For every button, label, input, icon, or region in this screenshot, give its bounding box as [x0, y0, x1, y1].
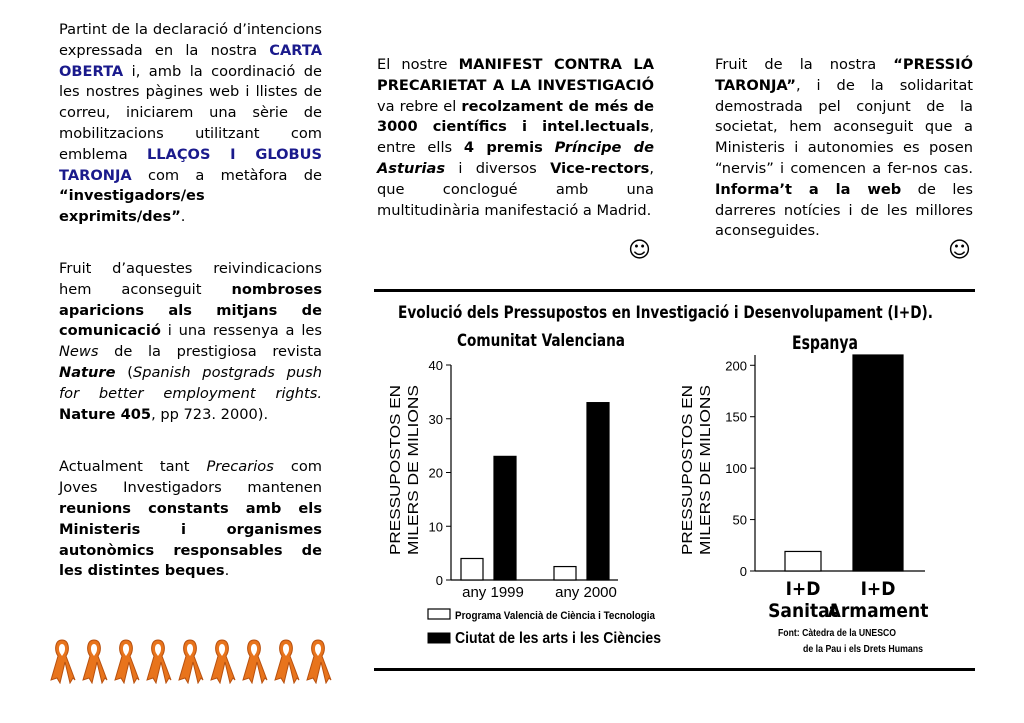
- chart2-subtitle: Espanya: [792, 332, 858, 354]
- chart2-category-label: I+D: [860, 578, 896, 600]
- paragraph-manifest: El nostre MANIFEST CONTRA LA PRECARIETAT A LA INVESTIGACIÓ va rebre el recolzament de més de 3000 científics i intel.lectuals, entre ells 4 premis Príncipe de Asturias i diversos Vice-rectors, que conclogué amb una multitudinària manifestació a Madrid.: [377, 56, 655, 219]
- chart2-category-label: Armament: [827, 600, 929, 622]
- chart2-bar: [853, 355, 903, 571]
- chart2-bar: [785, 551, 821, 571]
- chart-main-title: Evolució dels Pressupostos en Investigació i Desenvolupament (I+D).: [398, 303, 933, 323]
- chart2-tick-label: 100: [725, 461, 747, 477]
- chart1-ylabel-line2: MILERS DE MILIONS: [405, 408, 422, 555]
- chart2-ylabel-line1: PRESSUPOSTOS EN: [679, 406, 696, 555]
- paragraph-media: Fruit d’aquestes reivindicacions hem aconseguit nombroses aparicions als mitjans de comunicació i una ressenya a les News de la prestigiosa revista Nature (Spanish postgrads push for better employment rights. Nature 405, pp 723. 2000).: [59, 259, 322, 423]
- legend-label-programa: Programa Valencià de Ciència i Tecnologia: [455, 610, 656, 622]
- chart1-bar: [587, 403, 609, 580]
- chart2-source-line1: Font: Càtedra de la UNESCO: [778, 628, 897, 639]
- chart1-bar: [554, 567, 576, 580]
- chart1-category-label: any 2000: [555, 584, 617, 601]
- smiley-icon: ☺: [628, 238, 651, 263]
- chart1-bar: [494, 456, 516, 580]
- chart2-category-label: I+D: [785, 578, 821, 600]
- smiley-icon: ☺: [948, 238, 971, 263]
- chart1-category-label: any 1999: [462, 584, 524, 601]
- chart2-source-line2: de la Pau i els Drets Humans: [803, 644, 924, 655]
- chart2-tick-label: 0: [739, 564, 747, 579]
- legend-label-ciutat: Ciutat de les arts i les Ciències: [455, 630, 662, 647]
- chart1-bar: [461, 559, 483, 581]
- paragraph-meetings: Actualment tant Precarios com Joves Investigadors mantenen reunions constants amb els Ministeris i organismes autonòmics responsables de les distintes beques.: [59, 458, 322, 580]
- chart1-tick-label: 20: [428, 465, 443, 481]
- paragraph-declaration: Partint de la declaració d’intencions expressada en la nostra CARTA OBERTA i, amb la coordinació de les nostres pàgines web i llistes de correu, iniciarem una sèrie de mobilitzacions utilitzant com emblema LLAÇOS I GLOBUS TARONJA com a metàfora de “investigadors/es exprimits/des”.: [59, 21, 322, 226]
- chart1-tick-label: 0: [435, 573, 443, 588]
- chart2-tick-label: 150: [725, 409, 747, 425]
- chart1-tick-label: 10: [428, 519, 443, 535]
- chart1-subtitle: Comunitat Valenciana: [457, 331, 625, 351]
- chart1-ylabel-line1: PRESSUPOSTOS EN: [387, 406, 404, 555]
- chart1-tick-label: 40: [428, 358, 443, 373]
- legend-swatch-white: [428, 609, 450, 619]
- carta-oberta-link: CARTA OBERTA: [59, 41, 322, 80]
- chart1-tick-label: 30: [428, 411, 443, 427]
- chart2-tick-label: 50: [732, 512, 747, 528]
- legend-swatch-black: [428, 633, 450, 643]
- chart2-tick-label: 200: [725, 358, 747, 374]
- chart2-category-label: Sanitat: [768, 600, 838, 622]
- chart2-ylabel-line2: MILERS DE MILIONS: [697, 408, 714, 555]
- paragraph-pressure: Fruit de la nostra “PRESSIÓ TARONJA”, i de la solidaritat demostrada pel conjunt de la societat, hem aconseguit que a Ministeris i autonomies es posen “nervis” i comencen a fer-nos cas. Informa’t a la web de les darreres notícies i de les millores aconseguides.: [715, 56, 973, 240]
